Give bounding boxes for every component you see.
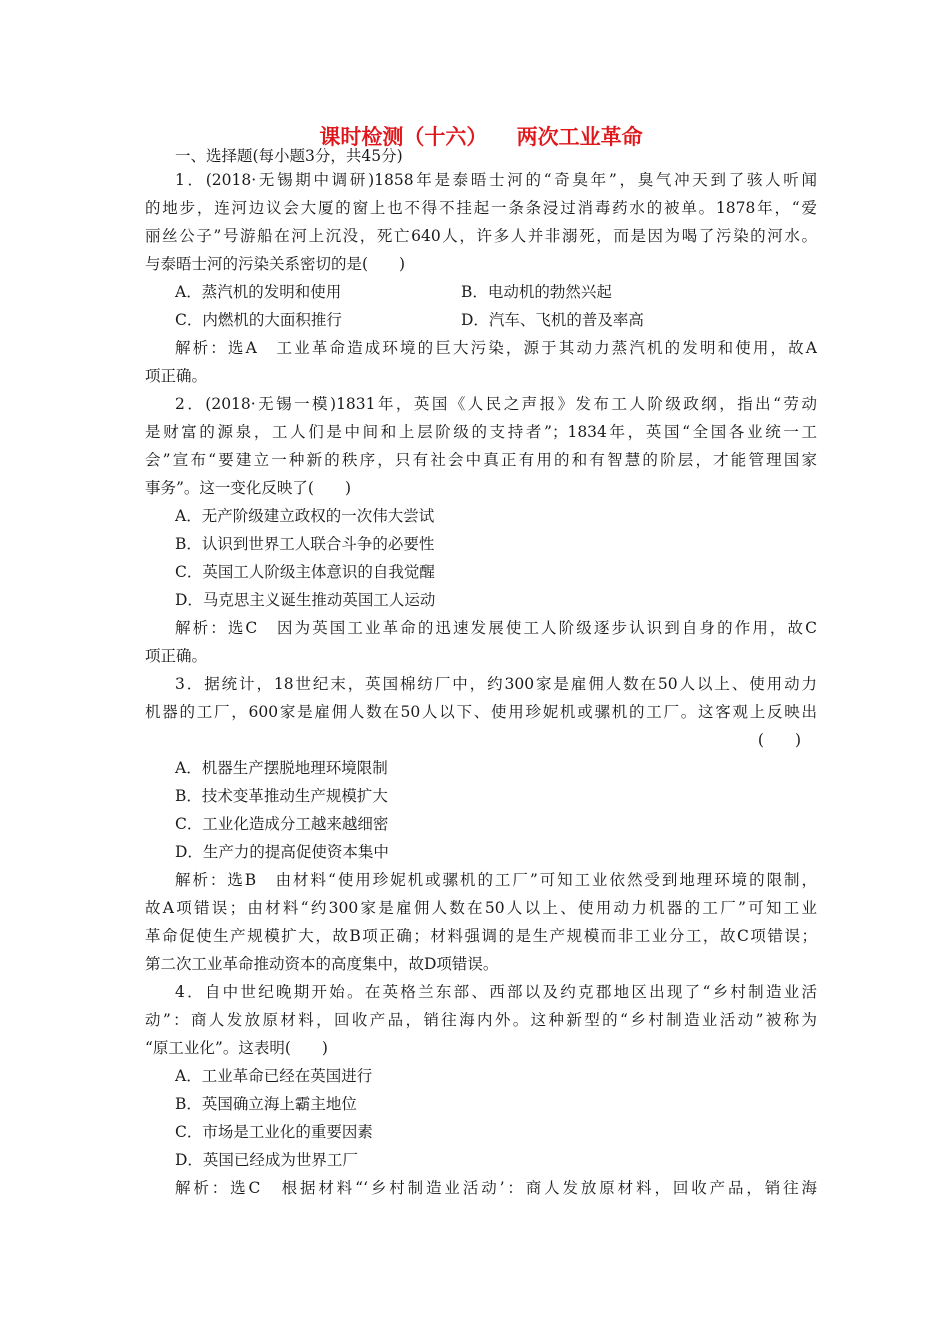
option-b: B．英国确立海上霸主地位	[175, 1095, 357, 1113]
option-b: B．技术变革推动生产规模扩大	[175, 787, 388, 805]
question-text-line: 会”宣布“要建立一种新的秩序，只有社会中真正有用的和有智慧的阶层，才能管理国家	[145, 451, 817, 469]
question-text-line: 1．(2018·无锡期中调研)1858年是泰晤士河的“奇臭年”，臭气冲天到了骇人听闻	[175, 171, 817, 189]
question-text-line: 事务”。这一变化反映了( )	[145, 479, 352, 497]
option-c: C．市场是工业化的重要因素	[175, 1123, 373, 1141]
option-row	[145, 306, 817, 334]
option-c: C．英国工人阶级主体意识的自我觉醒	[175, 563, 435, 581]
question-text-line: 是财富的源泉，工人们是中间和上层阶级的支持者”；1834年，英国“全国各业统一工	[145, 423, 817, 441]
option-b: B．电动机的勃然兴起	[461, 283, 612, 301]
option-c: C．工业化造成分工越来越细密	[175, 815, 389, 833]
option-a: A．工业革命已经在英国进行	[175, 1067, 373, 1085]
option-a: A．蒸汽机的发明和使用	[175, 283, 342, 301]
question-1	[145, 166, 817, 390]
question-text-line: 3．据统计，18世纪末，英国棉纺厂中，约300家是雇佣人数在50人以上、使用动力	[175, 675, 817, 693]
question-text-line: 机器的工厂，600家是雇佣人数在50人以下、使用珍妮机或骡机的工厂。这客观上反映出	[145, 703, 817, 721]
option-a: A．无产阶级建立政权的一次伟大尝试	[175, 507, 435, 525]
option-d: D．汽车、飞机的普及率高	[461, 311, 644, 329]
analysis-line: 解析：选C 因为英国工业革命的迅速发展使工人阶级逐步认识到自身的作用，故C	[175, 619, 817, 637]
option-c: C．内燃机的大面积推行	[175, 311, 342, 329]
question-4	[145, 978, 817, 1202]
question-3	[145, 670, 817, 978]
option-d: D．英国已经成为世界工厂	[175, 1151, 358, 1169]
question-text-line: 与泰晤士河的污染关系密切的是( )	[145, 255, 406, 273]
section-heading: 一、选择题(每小题3分，共45分)	[175, 147, 403, 165]
answer-bracket: ( )	[757, 731, 801, 749]
question-text-line: 动”：商人发放原材料，回收产品，销往海内外。这种新型的“乡村制造业活动”被称为	[145, 1011, 817, 1029]
page-title: 课时检测（十六） 两次工业革命	[319, 125, 643, 149]
analysis-line: 革命促使生产规模扩大，故B项正确；材料强调的是生产规模而非工业分工，故C项错误；	[145, 927, 817, 945]
question-text-line: 的地步，连河边议会大厦的窗上也不得不挂起一条条浸过消毒药水的被单。1878年，“爱	[145, 199, 817, 217]
question-2	[145, 390, 817, 670]
analysis-line: 项正确。	[145, 367, 208, 385]
analysis-line: 第二次工业革命推动资本的高度集中，故D项错误。	[145, 955, 499, 973]
question-text-line: 丽丝公子”号游船在河上沉没，死亡640人，许多人并非溺死，而是因为喝了污染的河水。	[145, 227, 817, 245]
option-b: B．认识到世界工人联合斗争的必要性	[175, 535, 435, 553]
document-page	[145, 122, 817, 1202]
option-d: D．马克思主义诞生推动英国工人运动	[175, 591, 436, 609]
option-d: D．生产力的提高促使资本集中	[175, 843, 389, 861]
question-text-line: 4．自中世纪晚期开始。在英格兰东部、西部以及约克郡地区出现了“乡村制造业活	[175, 983, 817, 1001]
question-text-line: 2．(2018·无锡一模)1831年，英国《人民之声报》发布工人阶级政纲，指出“劳动	[175, 395, 817, 413]
analysis-line: 解析：选C 根据材料“‘乡村制造业活动’：商人发放原材料，回收产品，销往海	[175, 1179, 817, 1197]
analysis-line: 故A项错误；由材料“约300家是雇佣人数在50人以上、使用动力机器的工厂”可知工业	[145, 899, 817, 917]
option-row	[145, 278, 817, 306]
question-text-line: “原工业化”。这表明( )	[145, 1039, 328, 1057]
option-a: A．机器生产摆脱地理环境限制	[175, 759, 388, 777]
analysis-line: 项正确。	[145, 647, 208, 665]
analysis-line: 解析：选B 由材料“使用珍妮机或骡机的工厂”可知工业依然受到地理环境的限制，	[175, 871, 817, 889]
analysis-line: 解析：选A 工业革命造成环境的巨大污染，源于其动力蒸汽机的发明和使用，故A	[175, 339, 817, 357]
